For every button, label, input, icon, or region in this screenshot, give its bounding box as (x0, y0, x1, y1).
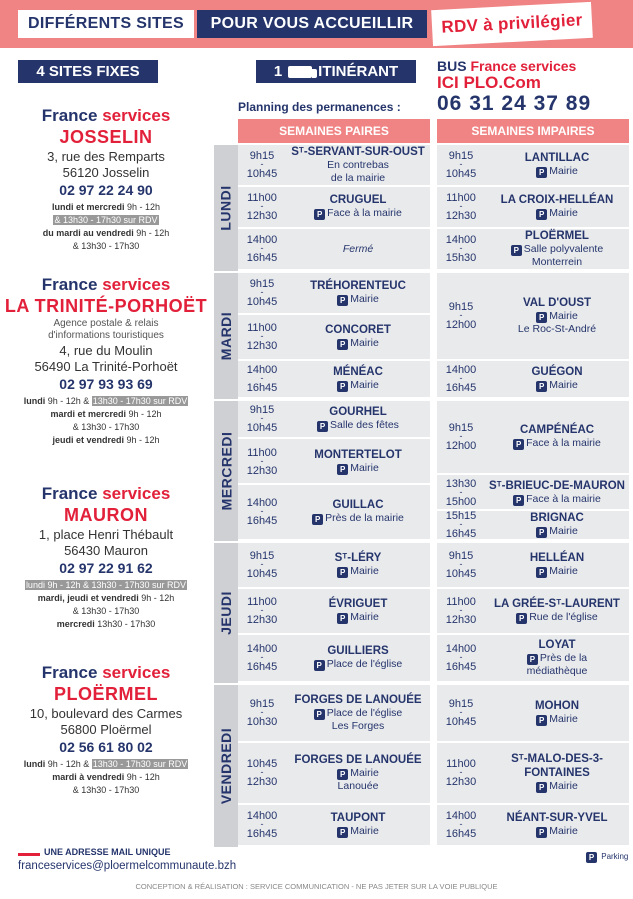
parking-location: P Mairie (286, 565, 430, 578)
parking-icon: P (337, 827, 348, 838)
parking-location: P Mairie (485, 565, 629, 578)
slot-time: 14h00 - 16h45 (445, 643, 477, 673)
parking-location: P Mairie (286, 462, 430, 475)
town-name: BRIGNAC (530, 511, 584, 524)
parking-icon: P (314, 709, 325, 720)
parking-icon: P (536, 567, 547, 578)
schedule-slot (437, 743, 629, 805)
slot-place (286, 598, 430, 625)
location-detail: Les Forges (331, 720, 385, 733)
bus-fs: France services (470, 58, 577, 74)
town-name: MOHON (534, 699, 580, 712)
town-name: CONCORET (325, 323, 391, 336)
slot-place (286, 280, 430, 307)
parking-location: P Salle polyvalente (485, 243, 629, 256)
slot-time: 11h00 - 12h30 (246, 596, 278, 626)
parking-location: P Mairie (286, 825, 430, 838)
slot-time: 14h00 - 16h45 (246, 810, 278, 840)
town-name: MÉNÉAC (333, 365, 383, 378)
schedule-slot (238, 187, 430, 229)
slot-time: 14h00 - 16h45 (445, 810, 477, 840)
site-postcode: 56490 La Trinité-Porhoët (34, 359, 178, 374)
bus-word: BUS (437, 58, 467, 74)
slot-place (286, 812, 430, 839)
parking-icon: P (536, 381, 547, 392)
slot-place (485, 700, 629, 727)
slot-time: 9h15 - 10h45 (445, 550, 477, 580)
slot-place (286, 754, 430, 793)
mail-label: UNE ADRESSE MAIL UNIQUE (44, 847, 171, 857)
parking-location: P Mairie (485, 780, 629, 793)
schedule-slot (437, 543, 629, 589)
slot-time: 9h15 - 10h45 (246, 278, 278, 308)
slot-place (485, 194, 629, 221)
town-name: LA GRÉE-Sᵀ-LAURENT (494, 597, 620, 610)
slot-time: 14h00 - 16h45 (246, 364, 278, 394)
schedule-slot (437, 589, 629, 635)
itinerant-label: ITINÉRANT (318, 63, 399, 80)
location-detail: Monterrein (531, 256, 583, 269)
slot-time: 9h15 - 10h45 (246, 150, 278, 180)
slot-place (485, 230, 629, 269)
parking-icon: P (536, 312, 547, 323)
parking-icon: P (337, 567, 348, 578)
schedule-slot (437, 361, 629, 399)
site-postcode: 56800 Ploërmel (60, 722, 152, 737)
town-name: LANTILLAC (524, 151, 590, 164)
town-name: GUILLAC (332, 498, 384, 511)
parking-location: P Mairie (485, 165, 629, 178)
parking-location: P Mairie (286, 767, 430, 780)
parking-location: P Mairie (286, 379, 430, 392)
planning-label: Planning des permanences : (238, 100, 401, 114)
town-name: CAMPÉNÉAC (519, 423, 595, 436)
site-phone: 02 56 61 80 02 (59, 739, 153, 756)
parking-icon: P (536, 782, 547, 793)
truck-icon (288, 66, 312, 78)
town-name: FORGES DE LANOUÉE (294, 693, 422, 706)
parking-location: P Près de la (485, 652, 629, 665)
slot-place (286, 552, 430, 579)
day-label-vendredi: VENDREDI (214, 685, 238, 847)
parking-legend: P Parking (586, 852, 628, 863)
mail-address: franceservices@ploermelcommunaute.bzh (18, 860, 237, 872)
town-name: Sᵀ-SERVANT-SUR-OUST (291, 145, 425, 158)
parking-location: P Mairie (485, 825, 629, 838)
column-header-odd-weeks: SEMAINES IMPAIRES (437, 119, 629, 143)
day-label-lundi: LUNDI (214, 145, 238, 271)
schedule-slot (238, 589, 430, 635)
slot-time: 14h00 - 15h30 (445, 234, 477, 264)
schedule-slot (437, 635, 629, 683)
slot-place (286, 194, 430, 221)
town-name: TAUPONT (330, 811, 386, 824)
slot-time: 14h00 - 16h45 (246, 234, 278, 264)
parking-icon: P (513, 439, 524, 450)
site-info: d'informations touristiques (48, 330, 164, 342)
day-label-jeudi: JEUDI (214, 543, 238, 683)
parking-icon: P (536, 827, 547, 838)
slot-place (485, 480, 629, 507)
location-detail: En contrebas (327, 159, 389, 172)
slot-place (286, 243, 430, 255)
column-header-even-weeks: SEMAINES PAIRES (238, 119, 430, 143)
site-hours: lundi et mercredi 9h - 12h & 13h30 - 17h30 sur RDV du mardi au vendredi 9h - 12h & 13h30 - 17h30 (42, 201, 170, 251)
parking-icon: P (317, 421, 328, 432)
slot-place (286, 366, 430, 393)
schedule-slot (238, 145, 430, 187)
slot-place (485, 753, 629, 793)
schedule-slot (238, 315, 430, 361)
slot-place (286, 146, 430, 184)
town-name: ÉVRIGUET (328, 597, 388, 610)
schedule-slot (437, 511, 629, 541)
parking-location: P Mairie (485, 207, 629, 220)
town-name: CRUGUEL (329, 193, 387, 206)
schedule-slot (437, 145, 629, 187)
parking-icon: P (314, 660, 325, 671)
site-postcode: 56430 Mauron (64, 543, 148, 558)
town-name: LA CROIX-HELLÉAN (500, 193, 614, 206)
town-name: Sᵀ-LÉRY (334, 551, 382, 564)
site-address: 10, boulevard des Carmes (29, 705, 183, 721)
site-city: MAURON (64, 505, 148, 526)
town-name: LOYAT (538, 638, 576, 651)
slot-place (485, 512, 629, 539)
parking-location: P Rue de l'église (485, 611, 629, 624)
slot-time: 9h15 - 12h00 (445, 301, 477, 331)
schedule-slot (238, 273, 430, 315)
schedule-slot (238, 401, 430, 439)
site-josselin (0, 105, 212, 253)
schedule-slot (437, 805, 629, 847)
site-address: 1, place Henri Thébault (38, 526, 174, 542)
schedule-slot (437, 477, 629, 511)
parking-icon: P (527, 654, 538, 665)
site-brand: France services (41, 484, 171, 503)
parking-icon: P (337, 464, 348, 475)
schedule-slot (437, 685, 629, 743)
parking-location: P Près de la mairie (286, 512, 430, 525)
slot-place (485, 552, 629, 579)
slot-time: 14h00 - 16h45 (246, 643, 278, 673)
parking-location: P Face à la mairie (485, 493, 629, 506)
slot-place (286, 449, 430, 476)
slot-place (286, 406, 430, 433)
town-name: TRÉHORENTEUC (310, 279, 406, 292)
site-hours: lundi 9h - 12h & 13h30 - 17h30 sur RDV mardi, jeudi et vendredi 9h - 12h & 13h30 - 17h30 mercredi 13h30 - 17h30 (25, 579, 187, 629)
parking-icon: P (536, 527, 547, 538)
town-name: Sᵀ-BRIEUC-DE-MAURON (489, 479, 625, 492)
badge-fixed-sites: 4 SITES FIXES (18, 60, 158, 83)
slot-place (485, 297, 629, 336)
parking-location: P Mairie (485, 379, 629, 392)
slot-time: 9h15 - 10h45 (246, 404, 278, 434)
parking-location: P Mairie (286, 293, 430, 306)
town-name: GUÉGON (531, 365, 583, 378)
site-address: 4, rue du Moulin (59, 342, 153, 358)
schedule-slot (238, 485, 430, 541)
bus-phone: 06 31 24 37 89 (437, 92, 592, 115)
slot-time: 9h15 - 10h30 (246, 698, 278, 728)
site-city: JOSSELIN (59, 127, 153, 148)
header-rdv-note: RDV à privilégier (431, 2, 593, 46)
mail-accent-line (18, 853, 40, 856)
parking-location: P Mairie (286, 337, 430, 350)
slot-place (485, 424, 629, 451)
parking-icon: P (513, 495, 524, 506)
slot-time: 14h00 - 16h45 (246, 497, 278, 527)
schedule-slot (238, 805, 430, 847)
parking-location: P Salle des fêtes (286, 419, 430, 432)
slot-place (286, 694, 430, 733)
bus-brand: ICI PLO.Com (437, 73, 541, 92)
site-mauron (0, 483, 212, 631)
site-phone: 02 97 22 91 62 (59, 560, 153, 577)
parking-icon: P (536, 715, 547, 726)
slot-place (286, 324, 430, 351)
parking-location: P Mairie (485, 525, 629, 538)
slot-place (286, 645, 430, 672)
location-detail: Lanouée (337, 780, 379, 793)
parking-icon: P (536, 209, 547, 220)
closed-note: Fermé (342, 242, 374, 255)
slot-time: 11h00 - 12h30 (445, 758, 477, 788)
parking-icon: P (312, 514, 323, 525)
slot-time: 9h15 - 10h45 (246, 550, 278, 580)
town-name: NÉANT-SUR-YVEL (506, 811, 608, 824)
site-info: Agence postale & relais (53, 317, 159, 329)
parking-icon: P (337, 613, 348, 624)
parking-location: P Mairie (485, 310, 629, 323)
schedule-slot (238, 685, 430, 743)
town-name: HELLÉAN (529, 551, 585, 564)
parking-location: P Face à la mairie (485, 437, 629, 450)
schedule-slot (437, 229, 629, 271)
parking-location: P Face à la mairie (286, 207, 430, 220)
slot-time: 11h00 - 12h30 (246, 192, 278, 222)
slot-place (485, 152, 629, 179)
bus-title (437, 58, 576, 74)
parking-icon: P (337, 339, 348, 350)
slot-time: 11h00 - 12h30 (445, 192, 477, 222)
site-la-trinite-porhoet (0, 274, 212, 447)
slot-time: 11h00 - 12h30 (445, 596, 477, 626)
parking-icon: P (314, 209, 325, 220)
credits: CONCEPTION & RÉALISATION : SERVICE COMMUNICATION - NE PAS JETER SUR LA VOIE PUBLIQUE (135, 882, 498, 891)
parking-icon: P (337, 769, 348, 780)
slot-place (485, 366, 629, 393)
town-name: PLOËRMEL (525, 229, 589, 242)
slot-time: 9h15 - 10h45 (445, 150, 477, 180)
day-label-mardi: MARDI (214, 273, 238, 399)
parking-icon: P (516, 613, 527, 624)
parking-icon: P (511, 245, 522, 256)
site-hours: lundi 9h - 12h & 13h30 - 17h30 sur RDV mardi à vendredi 9h - 12h & 13h30 - 17h30 (23, 758, 188, 795)
slot-time: 11h00 - 12h30 (246, 322, 278, 352)
parking-icon: P (586, 852, 597, 863)
schedule-slot (437, 401, 629, 475)
parking-icon: P (536, 167, 547, 178)
location-detail: Le Roc-St-André (517, 323, 597, 336)
slot-time: 9h15 - 10h45 (445, 698, 477, 728)
site-city: PLOËRMEL (53, 684, 158, 705)
schedule-slot (437, 187, 629, 229)
schedule-slot (238, 635, 430, 683)
location-detail: de la mairie (330, 171, 386, 184)
badge-itinerant (256, 60, 416, 83)
slot-place (485, 598, 629, 625)
location-detail: médiathèque (526, 665, 588, 678)
town-name: FORGES DE LANOUÉE (294, 753, 422, 766)
slot-place (286, 499, 430, 526)
parking-location: P Mairie (286, 611, 430, 624)
schedule-slot (437, 273, 629, 361)
site-phone: 02 97 93 93 69 (59, 376, 153, 393)
schedule-slot (238, 361, 430, 399)
town-name: MONTERTELOT (314, 448, 402, 461)
slot-time: 9h15 - 12h00 (445, 422, 477, 452)
slot-time: 10h45 - 12h30 (246, 758, 278, 788)
site-phone: 02 97 22 24 90 (59, 182, 153, 199)
header-title-sites: DIFFÉRENTS SITES (18, 10, 194, 38)
town-name: GOURHEL (329, 405, 387, 418)
day-label-mercredi: MERCREDI (214, 401, 238, 541)
site-brand: France services (41, 275, 171, 294)
schedule-slot (238, 543, 430, 589)
slot-place (485, 639, 629, 678)
town-name: VAL D'OUST (522, 296, 592, 309)
parking-location: P Place de l'église (286, 658, 430, 671)
schedule-slot (238, 229, 430, 271)
slot-place (485, 812, 629, 839)
parking-icon: P (337, 381, 348, 392)
header-title-accueil: POUR VOUS ACCUEILLIR (197, 10, 427, 38)
town-name: GUILLIERS (327, 644, 389, 657)
slot-time: 14h00 - 16h45 (445, 364, 477, 394)
site-hours: lundi 9h - 12h & 13h30 - 17h30 sur RDV mardi et mercredi 9h - 12h & 13h30 - 17h30 jeudi et vendredi 9h - 12h (23, 395, 188, 445)
town-name: FONTAINES (524, 766, 590, 779)
site-ploermel (0, 662, 212, 797)
schedule-slot (238, 743, 430, 805)
parking-location: P Mairie (485, 713, 629, 726)
parking-icon: P (337, 295, 348, 306)
slot-time: 15h15 - 16h45 (445, 510, 477, 540)
site-city: LA TRINITÉ-PORHOËT (4, 296, 208, 317)
schedule-slot (238, 441, 430, 485)
site-brand: France services (41, 106, 171, 125)
town-name: Sᵀ-MALO-DES-3- (511, 752, 603, 765)
site-brand: France services (41, 663, 171, 682)
site-address: 3, rue des Remparts (47, 148, 165, 164)
slot-time: 13h30 - 15h00 (445, 478, 477, 508)
parking-location: P Place de l'église (286, 707, 430, 720)
itinerant-count: 1 (273, 63, 283, 80)
slot-time: 11h00 - 12h30 (246, 447, 278, 477)
site-postcode: 56120 Josselin (62, 165, 150, 180)
